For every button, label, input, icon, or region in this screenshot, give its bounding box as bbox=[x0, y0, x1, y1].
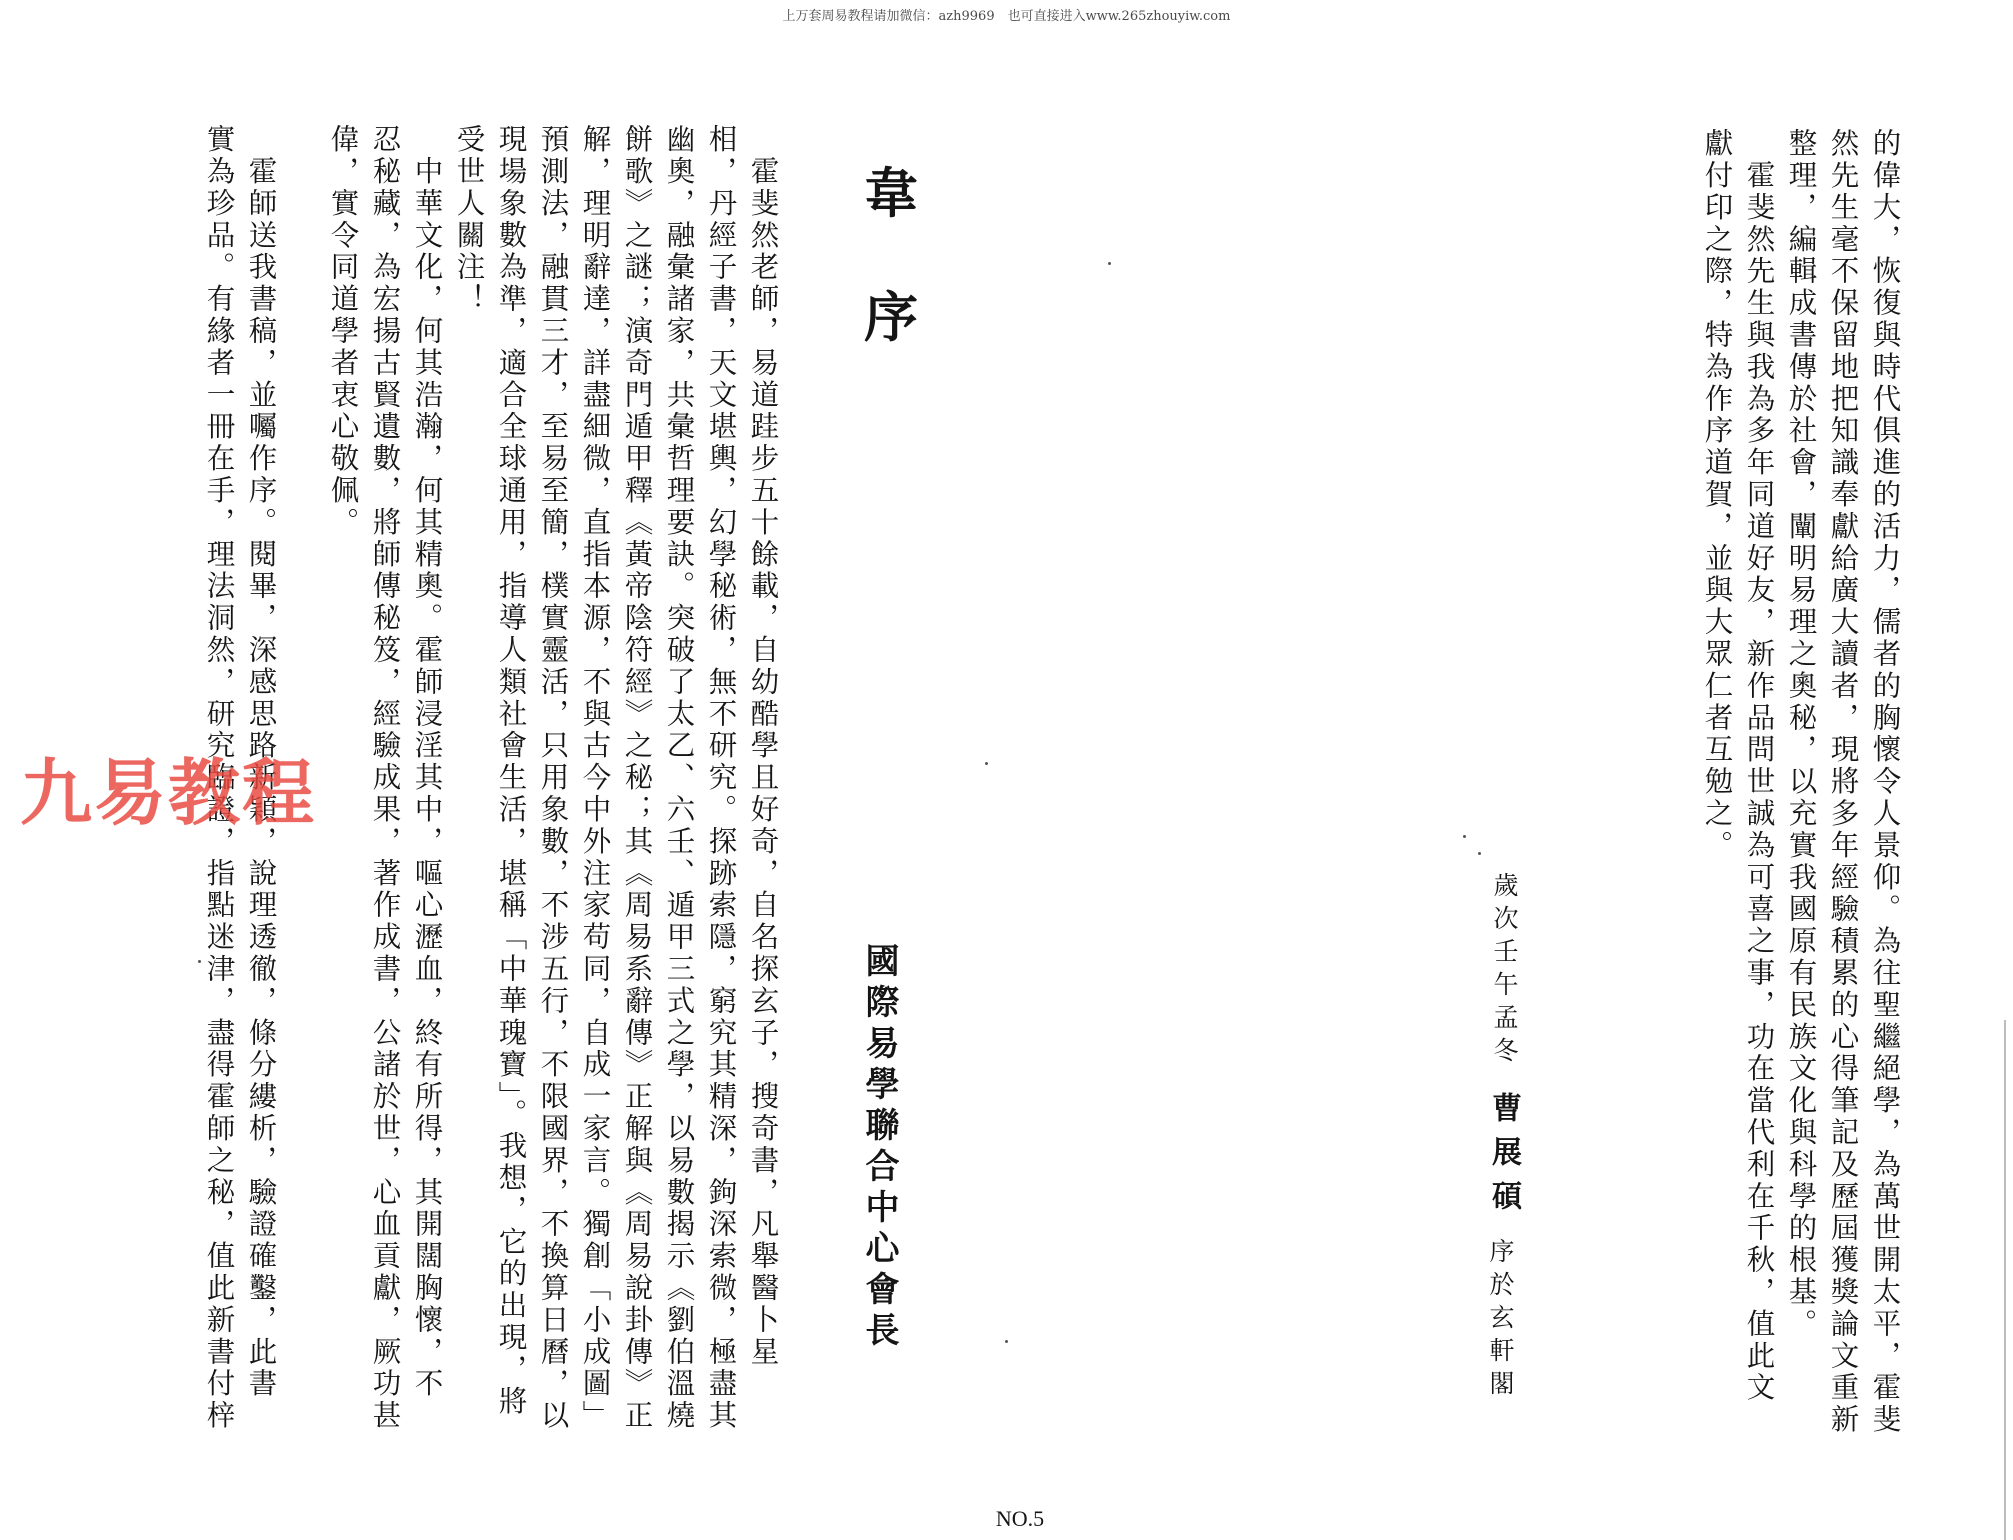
preface-title-char-2: 序 bbox=[864, 285, 918, 349]
left-page-column-4: 餅歌》之謎；演奇門遁甲釋《黃帝陰符經》之秘；其《周易系辭傳》正解與《周易說卦傳》正 bbox=[620, 124, 654, 1432]
scan-speck bbox=[1005, 1340, 1008, 1343]
scan-speck bbox=[198, 960, 201, 963]
left-page-column-2: 相，丹經子書，天文堪輿，幻學秘術，無不研究。探跡索隱，窮究其精深，鉤深索微，極盡其 bbox=[704, 124, 738, 1432]
right-page-column-5: 獻付印之際，特為作序道賀，並與大眾仁者互勉之。 bbox=[1700, 128, 1734, 862]
signature-author: 曹展碩 bbox=[1486, 1092, 1521, 1224]
right-page-column-1: 的偉大，恢復與時代俱進的活力，儒者的胸懷令人景仰。為往聖繼絕學，為萬世開太平，霍斐 bbox=[1868, 128, 1902, 1436]
left-page-column-11: 偉，實令同道學者衷心敬佩。 bbox=[326, 124, 360, 539]
scan-speck bbox=[1463, 835, 1466, 838]
scan-speck bbox=[1478, 852, 1481, 855]
scan-edge-line bbox=[2004, 1020, 2006, 1540]
preface-title-char-1: 韋 bbox=[864, 161, 918, 225]
left-page-column-1: 霍斐然老師，易道跬步五十餘載，自幼酷學且好奇，自名探玄子，搜奇書，凡舉醫卜星 bbox=[746, 124, 780, 1369]
left-page-column-8: 受世人關注！ bbox=[452, 124, 486, 316]
left-page-column-13: 實為珍品。有緣者一冊在手，理法洞然，研究臨證，指點迷津，盡得霍師之秘，值此新書付梓 bbox=[202, 124, 236, 1432]
signature-date: 歲次壬午孟冬 bbox=[1490, 872, 1519, 1070]
watermark-logo: 九易教程 bbox=[20, 751, 317, 835]
right-page-column-3: 整理，編輯成書傳於社會，闡明易理之奧秘，以充實我國原有民族文化與科學的根基。 bbox=[1784, 128, 1818, 1341]
scan-speck bbox=[1108, 262, 1111, 265]
organization-title: 國際易學聯合中心會長 bbox=[859, 943, 899, 1353]
left-page-column-5: 解，理明辭達，詳盡細微，直指本源，不與古今中外注家苟同，自成一家言。獨創「小成圖」 bbox=[578, 124, 612, 1432]
left-page-column-3: 幽奧，融彙諸家，共彙哲理要訣。突破了太乙、六壬、遁甲三式之學，以易數揭示《劉伯溫燒 bbox=[662, 124, 696, 1432]
right-page-column-2: 然先生毫不保留地把知識奉獻給廣大讀者，現將多年經驗積累的心得筆記及歷屆獲獎論文重新 bbox=[1826, 128, 1860, 1436]
signature-place: 序於玄軒閣 bbox=[1486, 1238, 1515, 1403]
page-number: NO.5 bbox=[995, 1506, 1045, 1531]
left-page-column-10: 忍秘藏，為宏揚古賢遺數，將師傳秘笈，經驗成果，著作成書，公諸於世，心血貢獻，厥功甚 bbox=[368, 124, 402, 1432]
scan-speck bbox=[985, 762, 988, 765]
left-page-column-6: 預測法，融貫三才，至易至簡，樸實靈活，只用象數，不涉五行，不限國界，不換算日曆，以 bbox=[536, 124, 570, 1432]
left-page-column-12: 霍師送我書稿，並囑作序。閱畢，深感思路新穎，說理透徹，條分縷析，驗證確鑿，此書 bbox=[244, 124, 278, 1400]
right-page-column-4: 霍斐然先生與我為多年同道好友，新作品問世誠為可喜之事，功在當代利在千秋，值此文 bbox=[1742, 128, 1776, 1404]
header-note: 上万套周易教程请加微信：azh9969 也可直接进入www.265zhouyiw.com bbox=[782, 9, 1231, 24]
left-page-column-9: 中華文化，何其浩瀚，何其精奧。霍師浸淫其中，嘔心瀝血，終有所得，其開闊胸懷，不 bbox=[410, 124, 444, 1400]
left-page-column-7: 現場象數為準，適合全球通用，指導人類社會生活，堪稱「中華瑰寶」。我想，它的出現，將 bbox=[494, 124, 528, 1418]
